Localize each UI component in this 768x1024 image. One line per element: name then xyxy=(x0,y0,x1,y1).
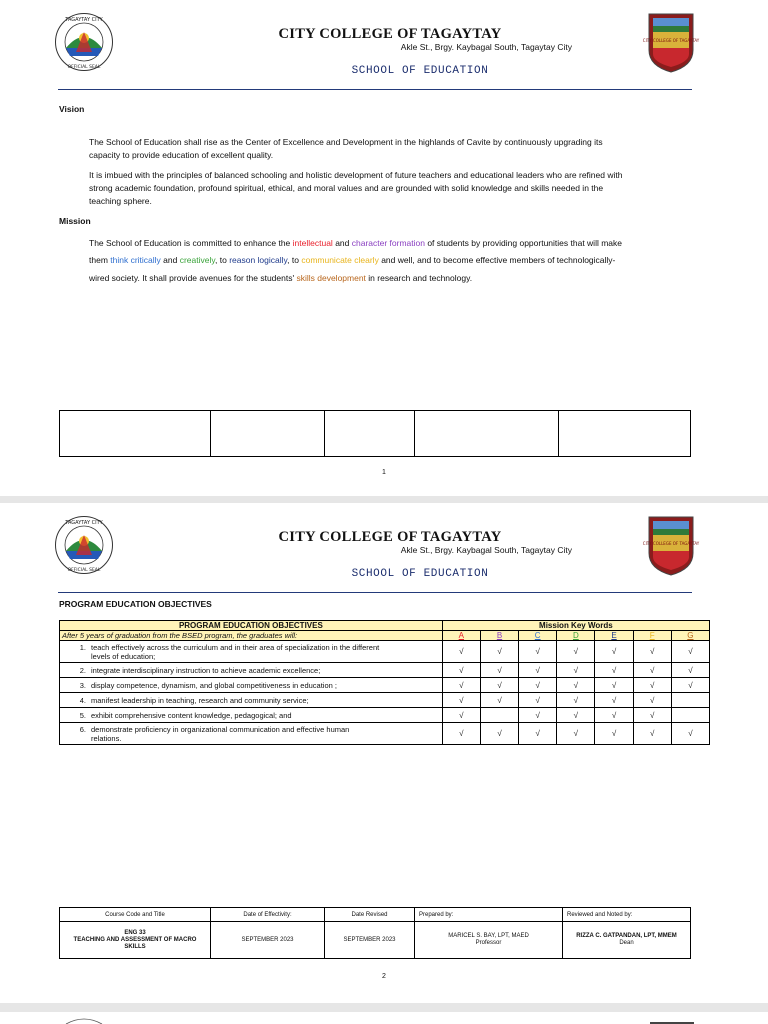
check-mark: √ xyxy=(442,678,480,693)
check-mark: √ xyxy=(633,641,671,663)
objective-number: 6. xyxy=(79,724,86,734)
document-page-3 xyxy=(0,1012,768,1024)
check-mark: √ xyxy=(671,678,709,693)
document-page-2 xyxy=(0,503,768,1003)
check-mark: √ xyxy=(595,708,633,723)
check-mark: √ xyxy=(442,693,480,708)
objective-text xyxy=(60,723,443,745)
mission-text: wired society. It shall provide avenues for the students' xyxy=(89,273,297,283)
empty-cell xyxy=(671,693,709,708)
check-mark: √ xyxy=(595,641,633,663)
check-mark: √ xyxy=(442,663,480,678)
key-letter: E xyxy=(595,631,633,641)
objective-line: relations. xyxy=(91,733,122,743)
course-cell xyxy=(60,922,211,959)
keyword-skills-development: skills development xyxy=(296,273,366,283)
revised-label: Date Revised xyxy=(325,908,415,922)
mission-text: and well, and to become effective members of technologically- xyxy=(378,255,616,265)
objectives-table xyxy=(59,620,710,745)
vision-line: teaching sphere. xyxy=(89,196,152,207)
objective-number: 2. xyxy=(79,665,86,675)
objective-line: exhibit comprehensive content knowledge, pedagogical; and xyxy=(91,710,292,720)
reviewed-cell xyxy=(563,922,691,959)
prepared-cell xyxy=(415,922,563,959)
college-address: Akle St., Brgy. Kaybagal South, Tagaytay City xyxy=(400,545,572,555)
course-title: TEACHING AND ASSESSMENT OF MACRO xyxy=(73,936,197,943)
header-divider xyxy=(58,89,692,90)
check-mark: √ xyxy=(442,723,480,745)
footer-table-blank xyxy=(59,410,691,457)
reviewed-name: RIZZA C. GATPANDAN, LPT, MMEM xyxy=(576,933,677,939)
check-mark: √ xyxy=(519,641,557,663)
course-label: Course Code and Title xyxy=(60,908,211,922)
key-letter: D xyxy=(557,631,595,641)
table-header: PROGRAM EDUCATION OBJECTIVES xyxy=(60,621,443,631)
check-mark: √ xyxy=(557,641,595,663)
mission-text: , to xyxy=(215,255,230,265)
check-mark: √ xyxy=(633,663,671,678)
objective-line: display competence, dynamism, and global competitiveness in education ; xyxy=(91,680,337,690)
document-page-1 xyxy=(0,0,768,496)
crest-text: CITY COLLEGE OF TAGAYTAY xyxy=(642,541,700,546)
objective-row xyxy=(60,663,710,678)
check-mark: √ xyxy=(442,641,480,663)
table-subheader: After 5 years of graduation from the BSED program, the graduates will: xyxy=(60,631,443,641)
footer-cell xyxy=(325,411,415,457)
objectives-body xyxy=(60,641,710,745)
check-mark: √ xyxy=(480,663,518,678)
header-divider xyxy=(58,592,692,593)
check-mark: √ xyxy=(557,678,595,693)
page-gap xyxy=(0,1003,768,1012)
check-mark: √ xyxy=(519,693,557,708)
college-name: CITY COLLEGE OF TAGAYTAY xyxy=(278,26,502,42)
keyword-character-formation: character formation xyxy=(351,238,425,248)
check-mark: √ xyxy=(519,678,557,693)
mission-text: in research and technology. xyxy=(365,273,473,283)
mission-text: them xyxy=(89,255,111,265)
mission-heading: Mission xyxy=(59,216,91,226)
objective-row xyxy=(60,693,710,708)
page-number: 1 xyxy=(382,469,386,476)
revised-date: SEPTEMBER 2023 xyxy=(325,922,415,959)
objective-number: 5. xyxy=(79,710,86,720)
keyword-think-critically: think critically xyxy=(110,255,161,265)
empty-cell xyxy=(671,708,709,723)
mission-text: of students by providing opportunities that will make xyxy=(424,238,622,248)
reviewed-role: Dean xyxy=(619,940,634,946)
key-letter: G xyxy=(671,631,709,641)
check-mark: √ xyxy=(519,708,557,723)
seal-top-text: TAGAYTAY CITY xyxy=(65,520,103,526)
objective-number: 4. xyxy=(79,695,86,705)
vision-line: The School of Education shall rise as the Center of Excellence and Development in the highlands of Cavite by continuously upgrading its xyxy=(89,137,603,147)
check-mark: √ xyxy=(519,723,557,745)
prepared-role: Professor xyxy=(475,940,502,946)
check-mark: √ xyxy=(633,693,671,708)
mission-line-1 xyxy=(89,238,622,248)
check-mark: √ xyxy=(595,723,633,745)
reviewed-label: Reviewed and Noted by: xyxy=(563,908,691,922)
page-number: 2 xyxy=(382,973,386,980)
check-mark: √ xyxy=(671,663,709,678)
school-name: SCHOOL OF EDUCATION xyxy=(351,65,489,77)
check-mark: √ xyxy=(480,678,518,693)
keyword-reason-logically: reason logically xyxy=(229,255,288,265)
vision-line: strong academic foundation, profound spiritual, ethical, and moral values and are grounded with solid knowledge and skills needed in the xyxy=(89,183,604,194)
objective-text xyxy=(60,641,443,663)
prepared-name: MARICEL S. BAY, LPT, MAED xyxy=(448,933,529,939)
seal-top-text: TAGAYTAY CITY xyxy=(65,17,103,23)
vision-heading: Vision xyxy=(59,104,85,114)
check-mark: √ xyxy=(671,641,709,663)
objective-line: levels of education; xyxy=(91,651,156,661)
page-gap xyxy=(0,496,768,503)
footer-cell xyxy=(559,411,691,457)
mission-text: The School of Education is committed to enhance the xyxy=(89,238,293,248)
objective-line: demonstrate proficiency in organizational communication and effective human xyxy=(91,724,350,734)
objective-row xyxy=(60,723,710,745)
objective-row xyxy=(60,708,710,723)
vision-line: capacity to provide education of excellent quality. xyxy=(89,150,274,161)
mission-line-2 xyxy=(89,255,615,265)
section-title: PROGRAM EDUCATION OBJECTIVES xyxy=(59,599,212,609)
official-seal-logo xyxy=(54,515,114,575)
empty-cell xyxy=(480,708,518,723)
check-mark: √ xyxy=(557,693,595,708)
objective-line: integrate interdisciplinary instruction to achieve academic excellence; xyxy=(91,665,321,675)
check-mark: √ xyxy=(480,723,518,745)
key-letter: C xyxy=(519,631,557,641)
check-mark: √ xyxy=(633,708,671,723)
official-seal-logo xyxy=(64,1018,104,1024)
mission-key-words-header: Mission Key Words xyxy=(442,621,709,631)
check-mark: √ xyxy=(595,693,633,708)
vision-line: It is imbued with the principles of balanced schooling and holistic development of future teachers and educational leaders who are refined with xyxy=(89,170,623,180)
objective-number: 1. xyxy=(79,642,86,652)
footer-cell xyxy=(415,411,559,457)
check-mark: √ xyxy=(633,723,671,745)
seal-bottom-text: OFFICIAL SEAL xyxy=(67,65,101,70)
college-name: CITY COLLEGE OF TAGAYTAY xyxy=(278,529,502,545)
mission-text: and xyxy=(160,255,180,265)
school-name: SCHOOL OF EDUCATION xyxy=(351,568,489,580)
key-letter: B xyxy=(480,631,518,641)
vision-paragraph-2 xyxy=(89,169,709,209)
keyword-intellectual: intellectual xyxy=(292,238,333,248)
check-mark: √ xyxy=(633,678,671,693)
keyword-communicate-clearly: communicate clearly xyxy=(301,255,379,265)
check-mark: √ xyxy=(671,723,709,745)
college-crest-logo xyxy=(642,12,700,74)
objective-text xyxy=(60,693,443,708)
keyword-creatively: creatively xyxy=(179,255,215,265)
objective-text xyxy=(60,663,443,678)
objective-row xyxy=(60,678,710,693)
check-mark: √ xyxy=(519,663,557,678)
college-crest-logo xyxy=(642,515,700,577)
seal-bottom-text: OFFICIAL SEAL xyxy=(67,568,101,573)
footer-table xyxy=(59,907,691,959)
check-mark: √ xyxy=(480,693,518,708)
objective-line: manifest leadership in teaching, research and community service; xyxy=(91,695,309,705)
footer-cell xyxy=(211,411,325,457)
key-letter: F xyxy=(633,631,671,641)
objective-text xyxy=(60,708,443,723)
mission-text: , to xyxy=(287,255,302,265)
crest-text: CITY COLLEGE OF TAGAYTAY xyxy=(642,38,700,43)
check-mark: √ xyxy=(557,663,595,678)
prepared-label: Prepared by: xyxy=(415,908,563,922)
check-mark: √ xyxy=(480,641,518,663)
check-mark: √ xyxy=(442,708,480,723)
college-address: Akle St., Brgy. Kaybagal South, Tagaytay City xyxy=(400,42,572,52)
objective-row xyxy=(60,641,710,663)
vision-paragraph-1 xyxy=(89,136,709,162)
mission-line-3 xyxy=(89,273,472,283)
objective-text xyxy=(60,678,443,693)
check-mark: √ xyxy=(557,723,595,745)
objective-line: teach effectively across the curriculum and in their area of specialization in the different xyxy=(91,642,380,652)
check-mark: √ xyxy=(595,678,633,693)
effectivity-date: SEPTEMBER 2023 xyxy=(211,922,325,959)
objective-number: 3. xyxy=(79,680,86,690)
course-code: ENG 33 xyxy=(124,929,146,936)
footer-cell xyxy=(60,411,211,457)
check-mark: √ xyxy=(557,708,595,723)
effectivity-label: Date of Effectivity: xyxy=(211,908,325,922)
key-letter: A xyxy=(442,631,480,641)
course-title: SKILLS xyxy=(124,943,146,950)
mission-text: and xyxy=(332,238,352,248)
official-seal-logo xyxy=(54,12,114,72)
check-mark: √ xyxy=(595,663,633,678)
